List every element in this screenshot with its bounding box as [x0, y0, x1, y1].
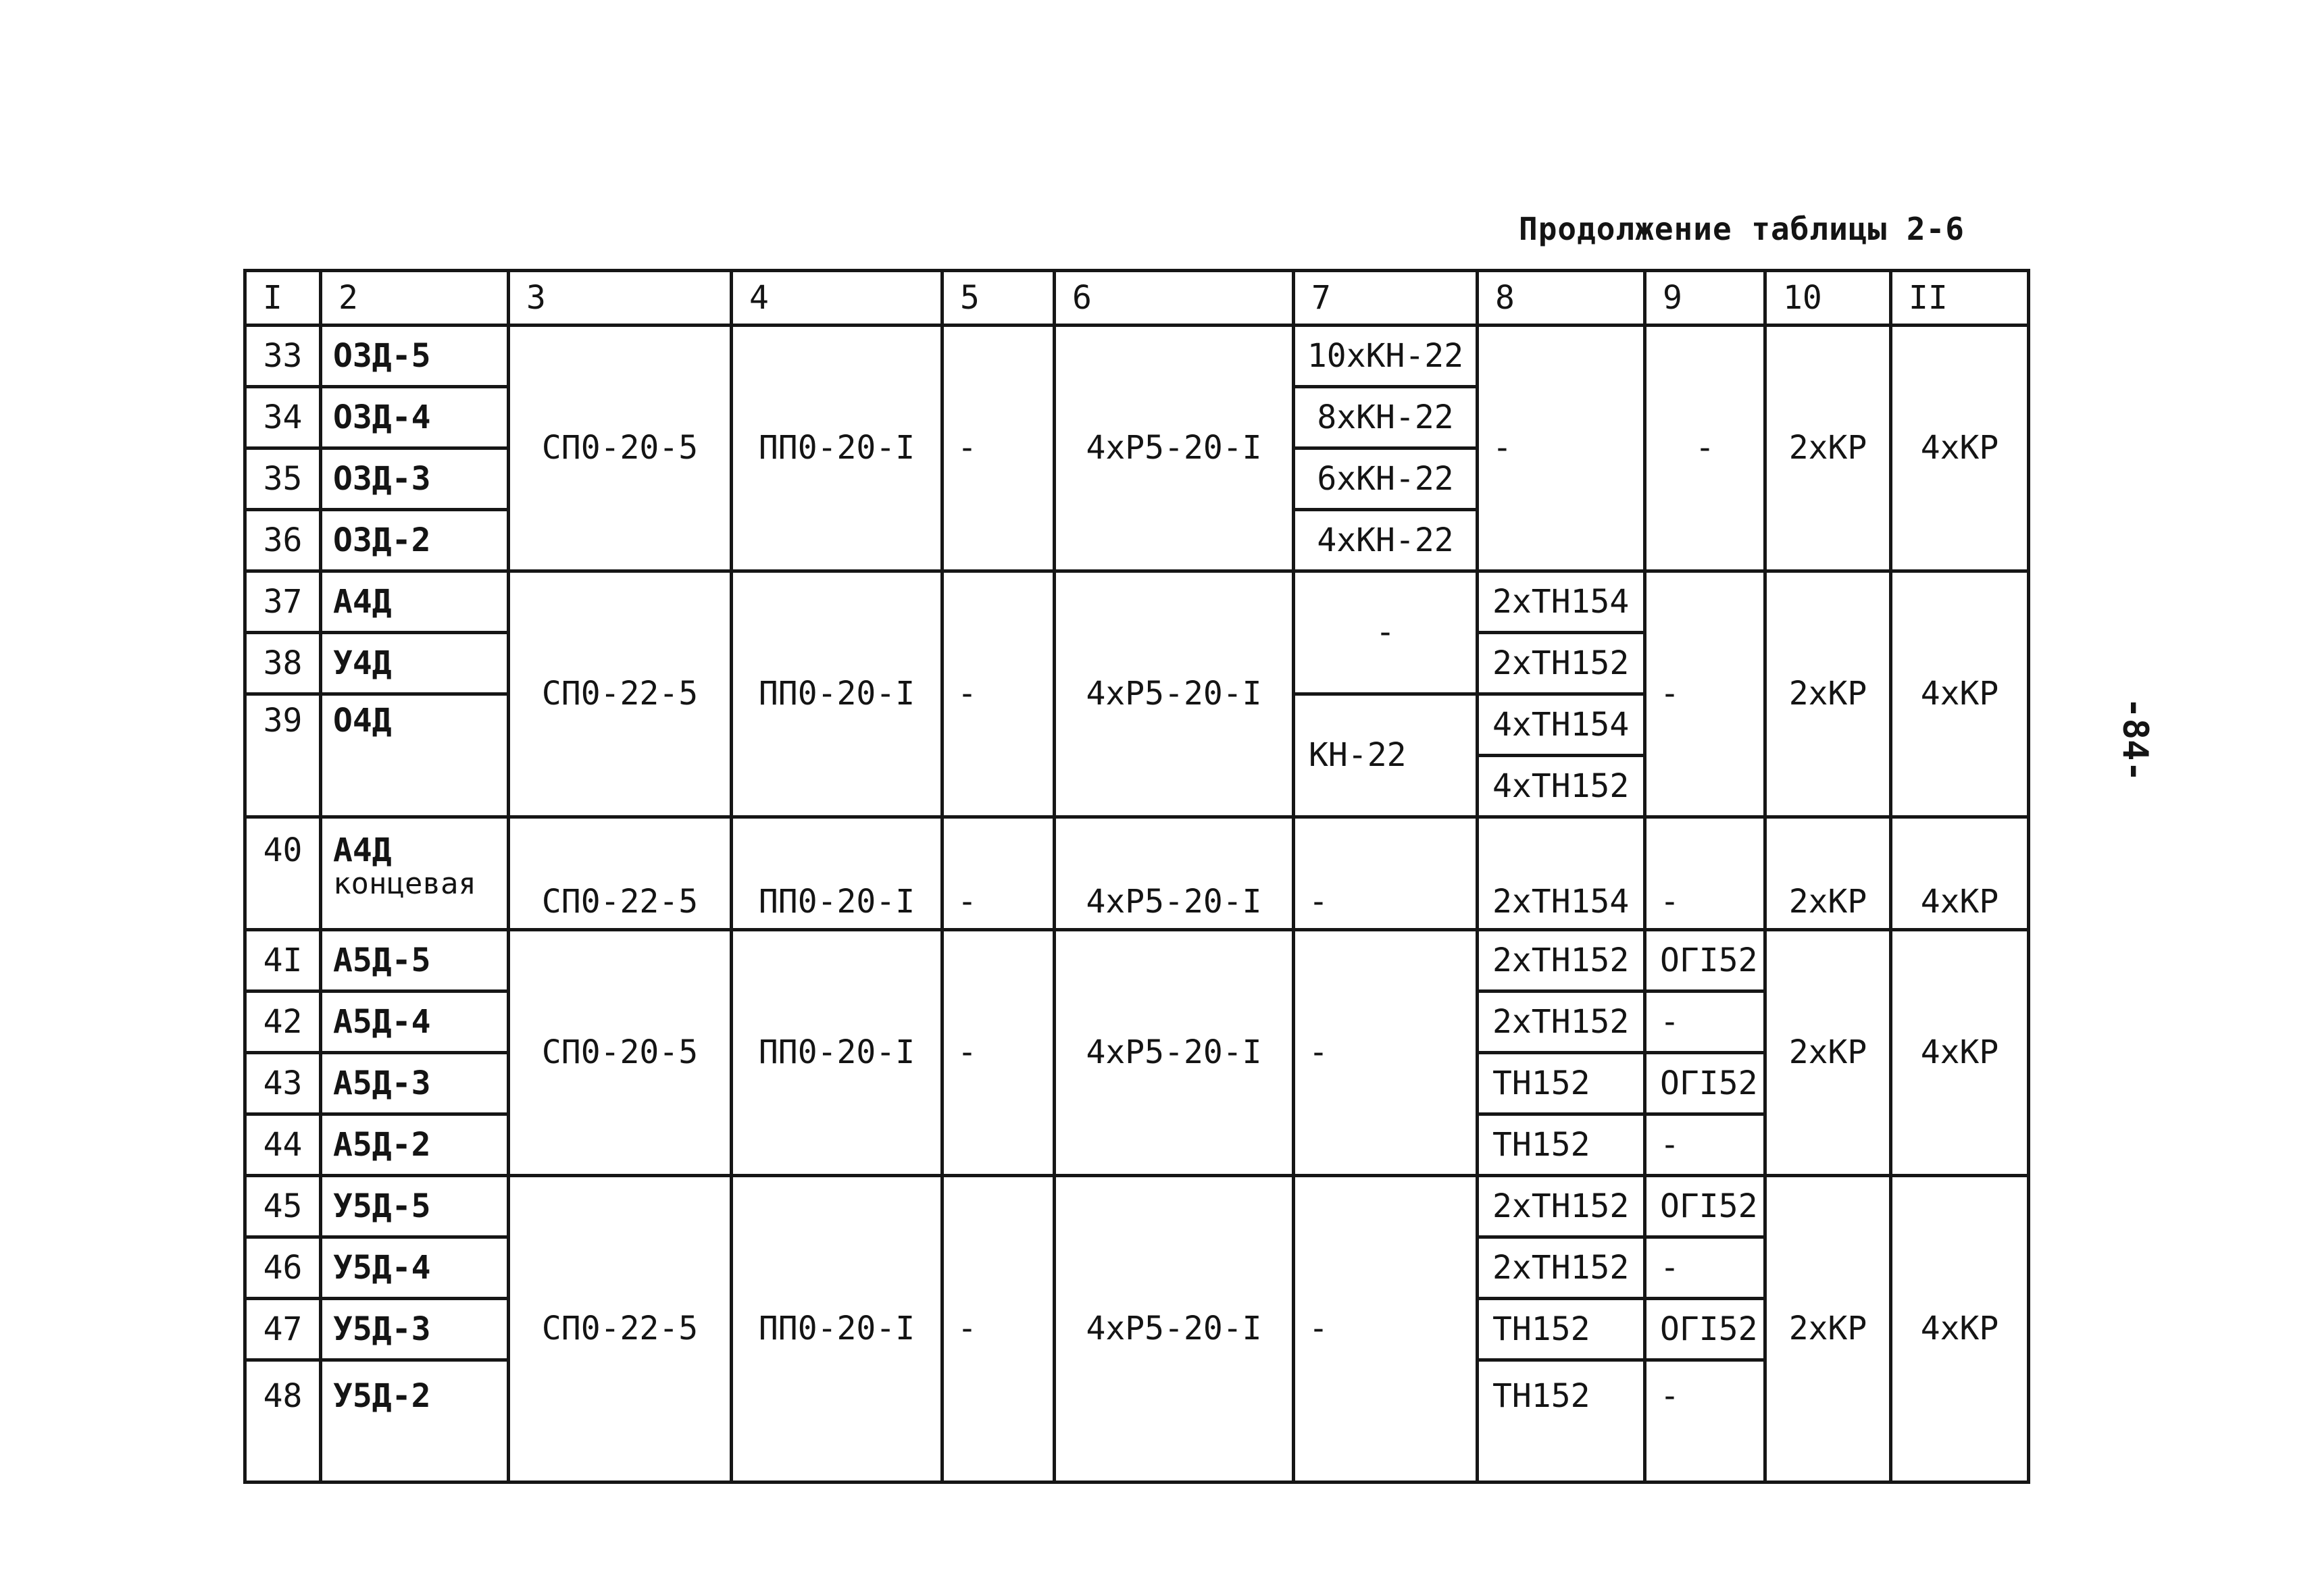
col9-value: -	[1645, 1114, 1765, 1176]
section-name: У5Д-4	[321, 1237, 509, 1299]
row-number: 4I	[245, 930, 321, 992]
page-number: -84-	[2115, 697, 2155, 782]
section-name: У4Д	[321, 633, 509, 694]
col4-value: ПП0-20-I	[732, 817, 942, 930]
col10-value: 2хКР	[1765, 571, 1891, 817]
col9-value: ОГI52	[1645, 1053, 1765, 1114]
equipment-table	[243, 269, 2030, 1484]
section-name: А4Д	[321, 571, 509, 633]
row-number: 40	[245, 817, 321, 930]
col3-value: СП0-22-5	[509, 817, 732, 930]
col6-value: 4хР5-20-I	[1055, 930, 1294, 1176]
col8-value: ТН152	[1478, 1299, 1645, 1360]
section-name: А5Д-5	[321, 930, 509, 992]
col6-value: 4хР5-20-I	[1055, 326, 1294, 571]
col7-value: 8хКН-22	[1294, 387, 1478, 448]
row-number: 43	[245, 1053, 321, 1114]
header-cell: 10	[1765, 271, 1891, 326]
row-number: 45	[245, 1176, 321, 1237]
section-name: У5Д-3	[321, 1299, 509, 1360]
section-name: О4Д	[321, 694, 509, 817]
header-cell: 2	[321, 271, 509, 326]
header-cell: 5	[942, 271, 1055, 326]
col7-value: 4хКН-22	[1294, 510, 1478, 571]
col9-value: ОГI52	[1645, 1176, 1765, 1237]
section-name: А5Д-4	[321, 992, 509, 1053]
row-number: 39	[245, 694, 321, 817]
col8-value: ТН152	[1478, 1053, 1645, 1114]
col11-value: 4хКР	[1891, 326, 2029, 571]
col7-value: -	[1294, 930, 1478, 1176]
header-cell: 6	[1055, 271, 1294, 326]
row-number: 34	[245, 387, 321, 448]
col8-value: 4хТН152	[1478, 756, 1645, 817]
row-number: 46	[245, 1237, 321, 1299]
col6-value: 4хР5-20-I	[1055, 1176, 1294, 1483]
col4-value: ПП0-20-I	[732, 930, 942, 1176]
col9-value: -	[1645, 326, 1765, 571]
header-cell: 3	[509, 271, 732, 326]
section-name: У5Д-2	[321, 1360, 509, 1483]
col4-value: ПП0-20-I	[732, 1176, 942, 1483]
row-number: 36	[245, 510, 321, 571]
col9-value: ОГI52	[1645, 1299, 1765, 1360]
col9-value: -	[1645, 1360, 1765, 1483]
col5-value: -	[942, 571, 1055, 817]
col7-value: -	[1294, 1176, 1478, 1483]
col10-value: 2хКР	[1765, 326, 1891, 571]
section-name: А5Д-3	[321, 1053, 509, 1114]
header-row	[245, 271, 2029, 326]
row-number: 33	[245, 326, 321, 387]
row-number: 47	[245, 1299, 321, 1360]
col8-value: 2хТН152	[1478, 633, 1645, 694]
section-name	[321, 817, 509, 930]
table-row	[245, 817, 2029, 930]
col8-value: 2хТН152	[1478, 992, 1645, 1053]
col8-value: 2хТН152	[1478, 1237, 1645, 1299]
col4-value: ПП0-20-I	[732, 571, 942, 817]
row-number: 37	[245, 571, 321, 633]
col4-value: ПП0-20-I	[732, 326, 942, 571]
header-cell: 8	[1478, 271, 1645, 326]
col7-value: -	[1294, 817, 1478, 930]
header-cell: II	[1891, 271, 2029, 326]
section-name-main: А4Д	[333, 831, 392, 869]
col11-value: 4хКР	[1891, 817, 2029, 930]
col11-value: 4хКР	[1891, 930, 2029, 1176]
col5-value: -	[942, 326, 1055, 571]
header-cell: I	[245, 271, 321, 326]
col3-value: СП0-22-5	[509, 571, 732, 817]
table-row	[245, 1176, 2029, 1237]
col9-value: -	[1645, 817, 1765, 930]
row-number: 35	[245, 448, 321, 510]
col7-value: КН-22	[1294, 694, 1478, 817]
col8-value: 2хТН152	[1478, 1176, 1645, 1237]
section-name: ОЗД-3	[321, 448, 509, 510]
col6-value: 4хР5-20-I	[1055, 571, 1294, 817]
table-row	[245, 571, 2029, 633]
section-name: ОЗД-2	[321, 510, 509, 571]
section-name: А5Д-2	[321, 1114, 509, 1176]
col3-value: СП0-20-5	[509, 930, 732, 1176]
col9-value: ОГI52	[1645, 930, 1765, 992]
col3-value: СП0-20-5	[509, 326, 732, 571]
col8-value: 2хТН152	[1478, 930, 1645, 992]
col8-value: 2хТН154	[1478, 571, 1645, 633]
col8-value: 2хТН154	[1478, 817, 1645, 930]
header-cell: 4	[732, 271, 942, 326]
col7-value: 10хКН-22	[1294, 326, 1478, 387]
col6-value: 4хР5-20-I	[1055, 817, 1294, 930]
row-number: 44	[245, 1114, 321, 1176]
col7-value: 6хКН-22	[1294, 448, 1478, 510]
section-name: ОЗД-5	[321, 326, 509, 387]
col8-value: ТН152	[1478, 1114, 1645, 1176]
col8-value: ТН152	[1478, 1360, 1645, 1483]
col10-value: 2хКР	[1765, 817, 1891, 930]
col5-value: -	[942, 930, 1055, 1176]
col10-value: 2хКР	[1765, 930, 1891, 1176]
col5-value: -	[942, 817, 1055, 930]
row-number: 38	[245, 633, 321, 694]
col10-value: 2хКР	[1765, 1176, 1891, 1483]
col9-value: -	[1645, 992, 1765, 1053]
col5-value: -	[942, 1176, 1055, 1483]
col9-value: -	[1645, 571, 1765, 817]
col9-value: -	[1645, 1237, 1765, 1299]
header-cell: 7	[1294, 271, 1478, 326]
row-number: 42	[245, 992, 321, 1053]
col3-value: СП0-22-5	[509, 1176, 732, 1483]
col7-value: -	[1294, 571, 1478, 694]
section-name: У5Д-5	[321, 1176, 509, 1237]
table-caption: Продолжение таблицы 2-6	[1519, 211, 1965, 247]
col11-value: 4хКР	[1891, 571, 2029, 817]
row-number: 48	[245, 1360, 321, 1483]
table-row	[245, 930, 2029, 992]
col11-value: 4хКР	[1891, 1176, 2029, 1483]
col8-value: 4хТН154	[1478, 694, 1645, 756]
section-name-note: концевая	[333, 867, 476, 902]
header-cell: 9	[1645, 271, 1765, 326]
col8-value: -	[1478, 326, 1645, 571]
section-name: ОЗД-4	[321, 387, 509, 448]
table-row	[245, 326, 2029, 387]
